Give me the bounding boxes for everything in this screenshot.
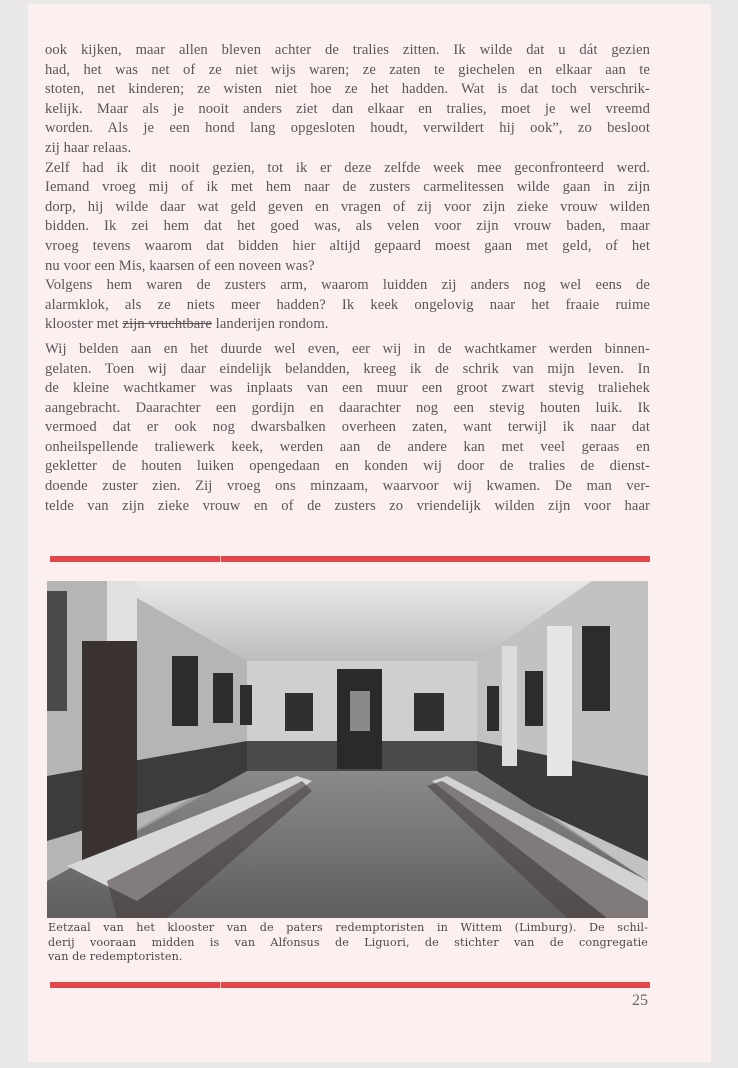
paragraph-4 — [45, 340, 650, 516]
struck-text: zijn vruchtbare — [122, 316, 212, 333]
text-line: worden. Als je een hond lang opgesloten houdt, verwildert hij ook”, zo besloot — [45, 120, 650, 137]
text-line: had, het was net of ze niet wijs waren; ze zaten te giechelen en elkaar aan te — [45, 61, 650, 78]
refectory-photo — [47, 581, 648, 918]
text-line: vermoed dat er ook nog dwarsbalken overheen zaten, want terwijl ik naar dat — [45, 419, 650, 436]
caption-line: derij vooraan midden is van Alfonsus de Liguori, de stichter van de congregatie — [48, 935, 648, 949]
text-segment: klooster met — [45, 316, 123, 333]
text-line: telde van zijn zieke vrouw en of de zusters zo vriendelijk wilden zijn voor haar — [45, 497, 650, 514]
text-line: ook kijken, maar allen bleven achter de tralies zitten. Ik wilde dat u dát gezien — [45, 42, 650, 58]
red-divider-top — [50, 556, 650, 562]
text-line: dorp, hij wilde daar wat geld geven en vragen of zij voor zijn zieke vrouw wilden — [45, 198, 650, 215]
text-line: Volgens hem waren de zusters arm, waarom luidden zij anders nog wel eens de — [45, 277, 650, 294]
text-line: onheilspellende traliewerk keek, werden aan de andere kan met veel geraas en — [45, 438, 650, 455]
text-line: gekletter de houten luiken opengedaan en konden wij door de tralies de dienst- — [45, 458, 650, 475]
text-line: gelaten. Toen wij daar eindelijk belandden, kreeg ik de schrik van mijn leven. In — [45, 360, 650, 377]
paragraph-3 — [45, 276, 650, 335]
text-line — [45, 315, 650, 335]
text-line: de kleine wachtkamer was inplaats van een muur een groot zwart stevig traliehek — [45, 380, 650, 397]
text-line: Zelf had ik dit nooit gezien, tot ik er deze zelfde week mee geconfronteerd werd. — [45, 159, 650, 176]
caption-line: van de redemptoristen. — [48, 950, 183, 963]
text-segment: landerijen rondom. — [211, 316, 329, 333]
paragraph-2 — [45, 159, 650, 277]
photo-caption — [48, 921, 648, 965]
text-line: kelijk. Maar als je nooit anders ziet dan elkaar en tralies, moet je wel vreemd — [45, 100, 650, 117]
text-line: nu voor een Mis, kaarsen of een noveen was? — [45, 257, 315, 274]
text-line: zij haar relaas. — [45, 139, 132, 156]
body-text — [45, 41, 650, 516]
text-line: stoten, net kinderen; ze wisten niet hoe ze het hadden. Wat is dat toch verschrik- — [45, 81, 650, 98]
text-line: aangebracht. Daarachter een gordijn en daarachter nog een stevig houten luik. Ik — [45, 399, 650, 416]
text-line: vroeg tevens waarom dat bidden hier altijd gepaard moest gaan met geld, of het — [45, 237, 650, 254]
page-number: 25 — [632, 992, 648, 1009]
text-line: alarmklok, als ze niets meer hadden? Ik keek ongelovig naar het fraaie ruime — [45, 296, 650, 313]
red-divider-bottom — [50, 982, 650, 988]
paragraph-1 — [45, 41, 650, 159]
caption-line: Eetzaal van het klooster van de paters redemptoristen in Wittem (Limburg). De schil- — [48, 921, 648, 934]
text-line: doende zuster zien. Zij vroeg ons minzaam, waarvoor wij kwamen. De man ver- — [45, 478, 650, 495]
text-line: Wij belden aan en het duurde wel even, eer wij in de wachtkamer werden binnen- — [45, 340, 650, 357]
text-line: Iemand vroeg mij of ik met hem naar de zusters carmelitessen wilde gaan in zijn — [45, 179, 650, 196]
text-line: bidden. Ik zei hem dat het goed was, als velen voor zijn vrouw baden, maar — [45, 218, 650, 235]
